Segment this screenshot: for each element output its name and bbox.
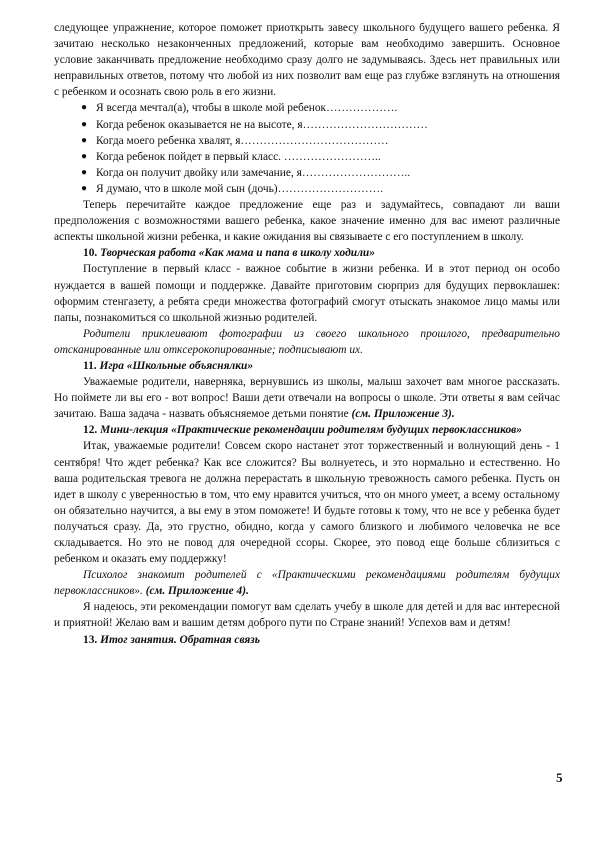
appendix-reference: (см. Приложение 4). [145, 585, 249, 598]
document-page [54, 20, 560, 648]
section-title: Игра «Школьные объяснялки» [99, 359, 254, 372]
page-number: 5 [556, 770, 563, 785]
bullet-icon: ● [81, 150, 88, 162]
bullet-icon: ● [81, 118, 88, 130]
list-item-text: Когда ребенок пойдет в первый класс. …………………….. [96, 150, 381, 163]
section-12-text: Итак, уважаемые родители! Совсем скоро настанет этот торжественный и волнующий день - 1 сентября! Что ждет ребенка? Как все сложится? Вы волнуетесь, и это нормально и естественно. Но ваша родительская тревога не должна перерастать в школьную тревожность самого ребенка. Пусть он идет в школу с уверенностью в том, что ему нравится учиться, что он много умеет, а всему остальному он обязательно научится, а вы ему в этом поможете! И будьте готовы к тому, что не все у ребенка будет получаться сразу. Да, это грустно, обидно, когда у самого близкого и любимого человечка не все складывается. Но это не повод для очередной ссоры. Скорее, это повод еще больше сблизиться с ребенком и оказать ему поддержку! [54, 440, 560, 566]
bullet-icon: ● [81, 102, 88, 114]
list-item [81, 149, 560, 165]
section-title: Мини-лекция «Практические рекомендации родителям будущих первоклассников» [100, 424, 522, 437]
section-12-note [54, 567, 560, 599]
section-11-text [54, 374, 560, 422]
bullet-icon: ● [81, 134, 88, 146]
section-title: Творческая работа «Как мама и папа в школу ходили» [100, 247, 375, 260]
section-number: 13. [83, 633, 98, 646]
section-12-note-text: Психолог знакомит родителей с «Практическими рекомендациями родителям будущих первоклассников». [54, 569, 560, 598]
appendix-reference: (см. Приложение 3). [351, 408, 455, 421]
list-item-text: Я всегда мечтал(а), чтобы в школе мой ребенок………………. [96, 102, 398, 115]
intro-paragraph: следующее упражнение, которое поможет приоткрыть завесу школьного будущего вашего ребенка. Я зачитаю несколько незаконченных предложений, которые вам необходимо завершить. Основное условие заканчивать предложение необходимо сразу долго не задумываясь. Здесь нет правильных или неправильных ответов, потому что любой из них позволит вам еще раз глубже взглянуть на отношения с ребенком и осознать свою роль в его жизни. [54, 22, 560, 99]
section-12-heading [54, 422, 560, 438]
section-number: 11. [83, 359, 97, 372]
section-title: Итог занятия. Обратная связь [100, 633, 260, 646]
list-item [81, 165, 560, 181]
bullet-icon: ● [81, 182, 88, 194]
section-10-text: Поступление в первый класс - важное событие в жизни ребенка. И в этот период он особо нуждается в вашей помощи и поддержке. Давайте приготовим сюрприз для будущих первоклашек: оформим стенгазету, а ребята среди множества фотографий смогут отыскать знакомое лицо мамы или папы, познакомиться со школьной жизнью родителей. [54, 263, 560, 324]
list-item [81, 100, 560, 116]
list-item [81, 181, 560, 197]
section-10-note: Родители приклеивают фотографии из своего школьного прошлого, предварительно отсканированные или откcерокопированные; подписывают их. [54, 327, 560, 356]
list-item [81, 117, 560, 133]
list-item-text: Когда моего ребенка хвалят, я………………………………… [96, 134, 389, 147]
section-10-heading [54, 245, 560, 261]
section-13-heading [54, 632, 560, 648]
list-item-text: Я думаю, что в школе мой сын (дочь)………………………. [96, 182, 383, 195]
section-12-closing: Я надеюсь, эти рекомендации помогут вам сделать учебу в школе для детей и для вас интересной и приятной! Желаю вам и вашим детям доброго пути по Стране знаний! Успехов вам и детям! [54, 601, 560, 630]
list-item [81, 133, 560, 149]
list-item-text: Когда он получит двойку или замечание, я……………………….. [96, 166, 411, 179]
bullet-icon: ● [81, 166, 88, 178]
section-number: 12. [83, 424, 98, 437]
section-number: 10. [83, 247, 98, 260]
sentence-list [54, 100, 560, 197]
section-11-heading [54, 358, 560, 374]
list-item-text: Когда ребенок оказывается не на высоте, я…………………………… [96, 118, 428, 131]
reflection-paragraph: Теперь перечитайте каждое предложение еще раз и задумайтесь, совпадают ли ваши предположения с возможностями вашего ребенка, какое значение именно для вас имеют различные аспекты школьной жизни ребенка, и какие ожидания вы связываете с его поступлением в школу. [54, 199, 560, 244]
section-11-body: Уважаемые родители, наверняка, вернувшись из школы, малыш захочет вам многое рассказать. Но поймете ли вы его - вот вопрос! Ваши дети отвечали на вопросы о школе. Эти ответы я вам сейчас зачитаю. Ваша задача - назвать объясняемое детьми понятие [54, 376, 560, 421]
